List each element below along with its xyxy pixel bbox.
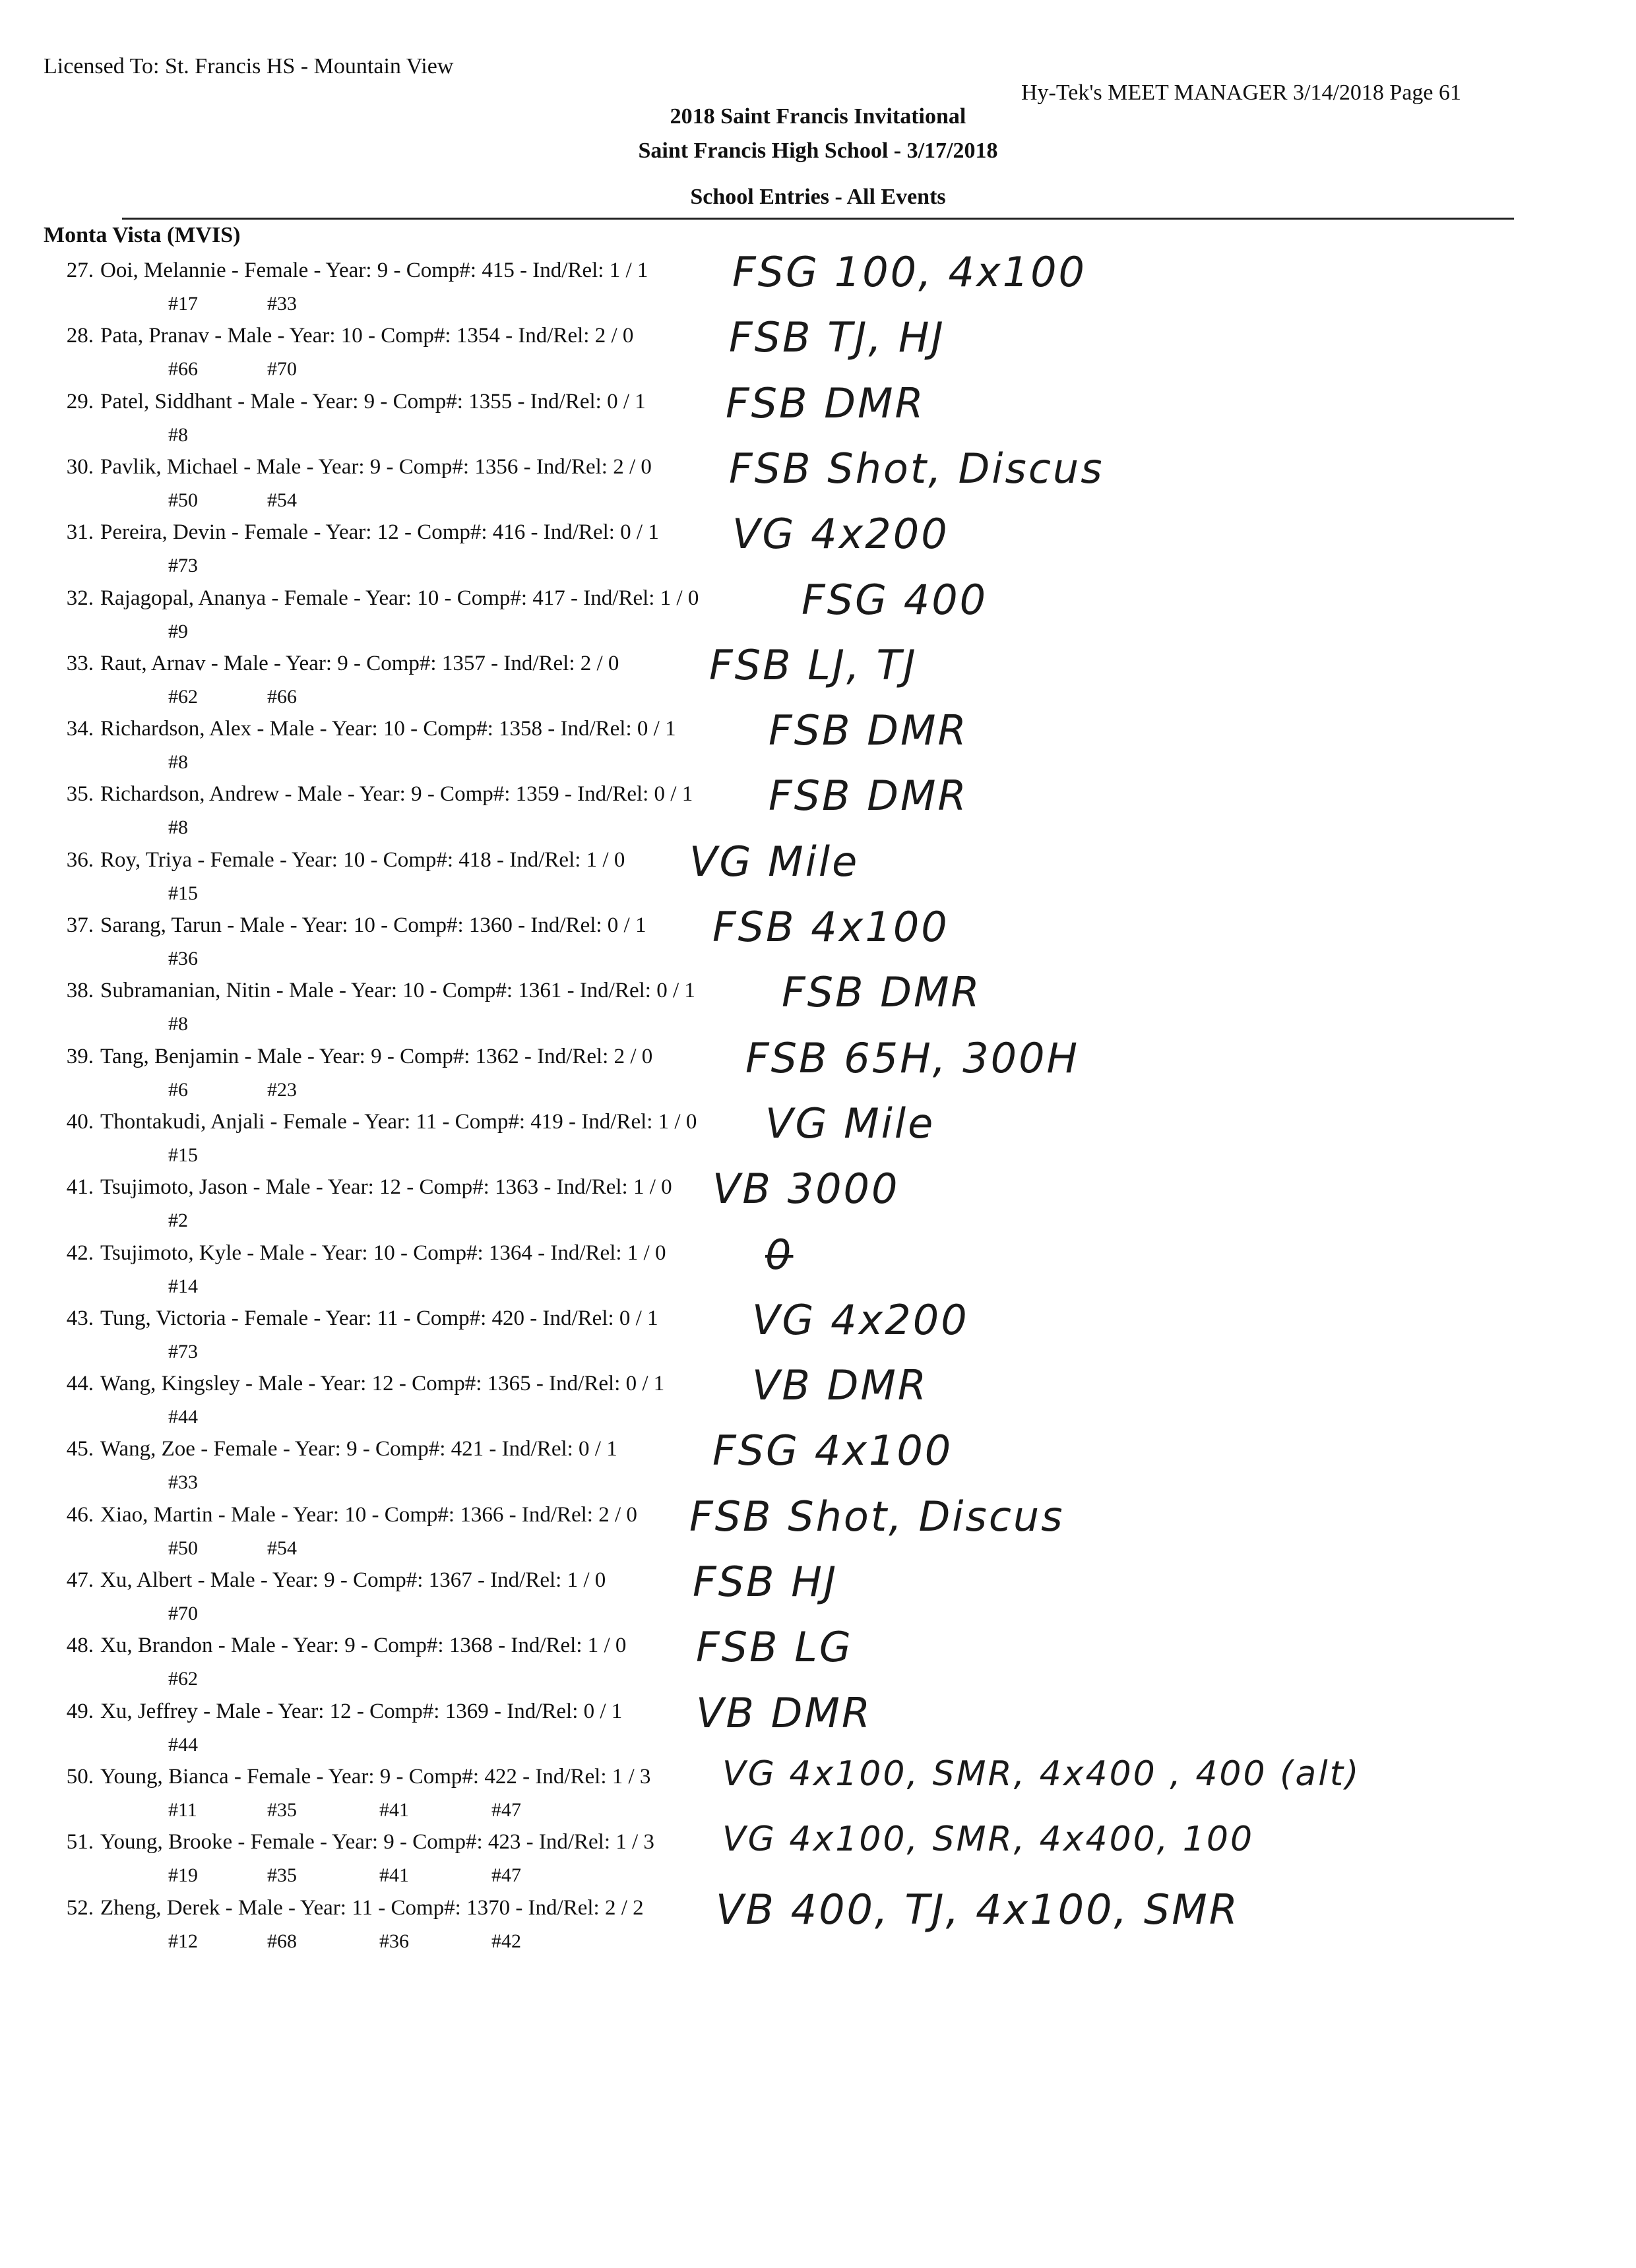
event-number: #50 bbox=[168, 489, 198, 511]
entry-number: 52. bbox=[66, 1895, 94, 1920]
entry-number: 32. bbox=[66, 586, 94, 610]
event-number: #41 bbox=[379, 1864, 409, 1887]
handwritten-note: 0 bbox=[765, 1230, 794, 1279]
entry-number: 43. bbox=[66, 1306, 94, 1330]
handwritten-note: VB 3000 bbox=[712, 1165, 900, 1213]
event-number: #54 bbox=[267, 1537, 297, 1559]
entry-number: 30. bbox=[66, 454, 94, 479]
event-number: #9 bbox=[168, 620, 188, 642]
report-title: School Entries - All Events bbox=[690, 185, 946, 209]
entry-info: Zheng, Derek - Male - Year: 11 - Comp#: 1370 - Ind/Rel: 2 / 2 bbox=[100, 1895, 644, 1920]
handwritten-note: FSG 100, 4x100 bbox=[732, 248, 1087, 296]
entry-info: Roy, Triya - Female - Year: 10 - Comp#: 418 - Ind/Rel: 1 / 0 bbox=[100, 847, 625, 872]
event-number: #66 bbox=[168, 358, 198, 381]
entry-number: 42. bbox=[66, 1241, 94, 1265]
handwritten-note: VG Mile bbox=[765, 1099, 935, 1148]
handwritten-note: VB DMR bbox=[752, 1361, 928, 1410]
event-number: #15 bbox=[168, 1144, 198, 1166]
handwritten-note: FSG 4x100 bbox=[712, 1426, 953, 1475]
entry-info: Pereira, Devin - Female - Year: 12 - Comp#: 416 - Ind/Rel: 0 / 1 bbox=[100, 520, 659, 545]
entry-info: Pavlik, Michael - Male - Year: 9 - Comp#: 1356 - Ind/Rel: 2 / 0 bbox=[100, 454, 652, 479]
licensed-to: Licensed To: St. Francis HS - Mountain View bbox=[44, 54, 454, 78]
entry-number: 34. bbox=[66, 717, 94, 741]
handwritten-note: FSB Shot, Discus bbox=[689, 1492, 1065, 1541]
entry-info: Xu, Jeffrey - Male - Year: 12 - Comp#: 1369 - Ind/Rel: 0 / 1 bbox=[100, 1699, 623, 1723]
entry-info: Tsujimoto, Jason - Male - Year: 12 - Comp#: 1363 - Ind/Rel: 1 / 0 bbox=[100, 1175, 672, 1200]
event-number: #44 bbox=[168, 1406, 198, 1428]
entry-info: Tang, Benjamin - Male - Year: 9 - Comp#: 1362 - Ind/Rel: 2 / 0 bbox=[100, 1044, 653, 1068]
entry-info: Thontakudi, Anjali - Female - Year: 11 - Comp#: 419 - Ind/Rel: 1 / 0 bbox=[100, 1109, 697, 1134]
handwritten-note: VG 4x200 bbox=[752, 1295, 969, 1344]
handwritten-note: FSB DMR bbox=[782, 968, 982, 1017]
entry-info: Richardson, Alex - Male - Year: 10 - Comp#: 1358 - Ind/Rel: 0 / 1 bbox=[100, 717, 676, 741]
event-number: #73 bbox=[168, 1340, 198, 1363]
entry-number: 27. bbox=[66, 259, 94, 282]
event-number: #2 bbox=[168, 1210, 188, 1232]
event-number: #19 bbox=[168, 1864, 198, 1887]
handwritten-note: VB DMR bbox=[696, 1688, 872, 1737]
entry-number: 41. bbox=[66, 1175, 94, 1200]
entry-number: 49. bbox=[66, 1699, 94, 1723]
handwritten-note: VB 400, TJ, 4x100, SMR bbox=[716, 1885, 1240, 1934]
entry-info: Tung, Victoria - Female - Year: 11 - Comp#: 420 - Ind/Rel: 0 / 1 bbox=[100, 1306, 658, 1330]
entry-number: 31. bbox=[66, 520, 94, 545]
event-number: #8 bbox=[168, 423, 188, 446]
event-number: #66 bbox=[267, 685, 297, 708]
event-number: #14 bbox=[168, 1275, 198, 1297]
entry-number: 46. bbox=[66, 1502, 94, 1527]
event-number: #35 bbox=[267, 1798, 297, 1821]
handwritten-note: FSB Shot, Discus bbox=[729, 444, 1104, 493]
handwritten-note: VG 4x100, SMR, 4x400, 100 bbox=[722, 1820, 1255, 1860]
event-number: #23 bbox=[267, 1078, 297, 1101]
event-number: #12 bbox=[168, 1930, 198, 1952]
handwritten-note: FSB LG bbox=[696, 1623, 853, 1672]
entry-row bbox=[0, 1165, 1636, 1241]
entry-number: 50. bbox=[66, 1764, 94, 1789]
handwritten-note: FSB DMR bbox=[769, 706, 968, 755]
event-number: #73 bbox=[168, 555, 198, 577]
event-number: #33 bbox=[267, 293, 297, 315]
event-number: #36 bbox=[379, 1930, 409, 1952]
entry-info: Patel, Siddhant - Male - Year: 9 - Comp#: 1355 - Ind/Rel: 0 / 1 bbox=[100, 389, 646, 414]
entry-info: Ooi, Melannie - Female - Year: 9 - Comp#: 415 - Ind/Rel: 1 / 1 bbox=[100, 259, 648, 282]
entry-info: Raut, Arnav - Male - Year: 9 - Comp#: 1357 - Ind/Rel: 2 / 0 bbox=[100, 651, 619, 675]
entry-info: Pata, Pranav - Male - Year: 10 - Comp#: 1354 - Ind/Rel: 2 / 0 bbox=[100, 324, 634, 348]
entry-number: 45. bbox=[66, 1437, 94, 1461]
event-number: #8 bbox=[168, 751, 188, 774]
entry-number: 28. bbox=[66, 324, 94, 348]
event-number: #8 bbox=[168, 1013, 188, 1035]
event-number: #8 bbox=[168, 816, 188, 839]
entry-number: 36. bbox=[66, 847, 94, 872]
event-number: #36 bbox=[168, 948, 198, 969]
entry-number: 39. bbox=[66, 1044, 94, 1068]
handwritten-note: FSG 400 bbox=[802, 575, 988, 624]
entry-info: Subramanian, Nitin - Male - Year: 10 - Comp#: 1361 - Ind/Rel: 0 / 1 bbox=[100, 979, 695, 1003]
entry-number: 47. bbox=[66, 1568, 94, 1592]
entry-number: 37. bbox=[66, 913, 94, 937]
entry-number: 35. bbox=[66, 782, 94, 807]
entry-info: Tsujimoto, Kyle - Male - Year: 10 - Comp#: 1364 - Ind/Rel: 1 / 0 bbox=[100, 1241, 666, 1265]
handwritten-note: FSB LJ, TJ bbox=[709, 640, 918, 689]
entry-info: Xu, Brandon - Male - Year: 9 - Comp#: 1368 - Ind/Rel: 1 / 0 bbox=[100, 1634, 627, 1658]
handwritten-note: VG 4x200 bbox=[732, 510, 949, 559]
team-name: Monta Vista (MVIS) bbox=[44, 223, 241, 247]
handwritten-note: FSB HJ bbox=[693, 1558, 838, 1606]
handwritten-note: FSB 65H, 300H bbox=[745, 1033, 1080, 1082]
entry-row bbox=[0, 1885, 1636, 1962]
event-number: #62 bbox=[168, 685, 198, 708]
event-number: #33 bbox=[168, 1471, 198, 1494]
event-number: #70 bbox=[168, 1603, 198, 1624]
entry-info: Young, Brooke - Female - Year: 9 - Comp#: 423 - Ind/Rel: 1 / 3 bbox=[100, 1830, 654, 1854]
event-number: #6 bbox=[168, 1078, 188, 1101]
handwritten-note: FSB DMR bbox=[769, 772, 968, 820]
event-number: #62 bbox=[168, 1668, 198, 1690]
meet-subtitle: Saint Francis High School - 3/17/2018 bbox=[638, 138, 998, 163]
entry-number: 44. bbox=[66, 1372, 94, 1396]
entry-info: Sarang, Tarun - Male - Year: 10 - Comp#: 1360 - Ind/Rel: 0 / 1 bbox=[100, 913, 646, 937]
entry-number: 40. bbox=[66, 1109, 94, 1134]
entry-info: Young, Bianca - Female - Year: 9 - Comp#: 422 - Ind/Rel: 1 / 3 bbox=[100, 1764, 651, 1789]
handwritten-note: FSB 4x100 bbox=[712, 903, 949, 951]
entry-number: 38. bbox=[66, 979, 94, 1003]
entry-info: Xu, Albert - Male - Year: 9 - Comp#: 1367 - Ind/Rel: 1 / 0 bbox=[100, 1568, 606, 1592]
event-number: #35 bbox=[267, 1864, 297, 1887]
event-number: #41 bbox=[379, 1798, 409, 1821]
handwritten-note: FSB TJ, HJ bbox=[729, 313, 945, 362]
entry-info: Richardson, Andrew - Male - Year: 9 - Comp#: 1359 - Ind/Rel: 0 / 1 bbox=[100, 782, 693, 807]
event-number: #68 bbox=[267, 1930, 297, 1952]
event-number: #17 bbox=[168, 293, 198, 315]
event-number: #42 bbox=[491, 1930, 521, 1952]
handwritten-note: VG Mile bbox=[689, 837, 860, 886]
meet-title: 2018 Saint Francis Invitational bbox=[670, 104, 966, 129]
entry-info: Wang, Kingsley - Male - Year: 12 - Comp#: 1365 - Ind/Rel: 0 / 1 bbox=[100, 1372, 665, 1396]
entry-number: 51. bbox=[66, 1830, 94, 1854]
entry-info: Rajagopal, Ananya - Female - Year: 10 - Comp#: 417 - Ind/Rel: 1 / 0 bbox=[100, 586, 699, 610]
event-number: #70 bbox=[267, 358, 297, 381]
event-number: #44 bbox=[168, 1733, 198, 1756]
entry-number: 48. bbox=[66, 1634, 94, 1658]
entry-number: 33. bbox=[66, 651, 94, 675]
event-number: #15 bbox=[168, 882, 198, 904]
event-number: #11 bbox=[168, 1798, 197, 1821]
event-number: #54 bbox=[267, 489, 297, 511]
entry-number: 29. bbox=[66, 389, 94, 414]
event-number: #47 bbox=[491, 1798, 521, 1821]
entry-info: Wang, Zoe - Female - Year: 9 - Comp#: 421 - Ind/Rel: 0 / 1 bbox=[100, 1437, 617, 1461]
software-page-info: Hy-Tek's MEET MANAGER 3/14/2018 Page 61 bbox=[1021, 80, 1462, 105]
entry-info: Xiao, Martin - Male - Year: 10 - Comp#: 1366 - Ind/Rel: 2 / 0 bbox=[100, 1502, 637, 1527]
event-number: #47 bbox=[491, 1864, 521, 1887]
handwritten-note: FSB DMR bbox=[726, 379, 926, 427]
event-number: #50 bbox=[168, 1537, 198, 1559]
handwritten-note: VG 4x100, SMR, 4x400 , 400 (alt) bbox=[722, 1754, 1361, 1794]
